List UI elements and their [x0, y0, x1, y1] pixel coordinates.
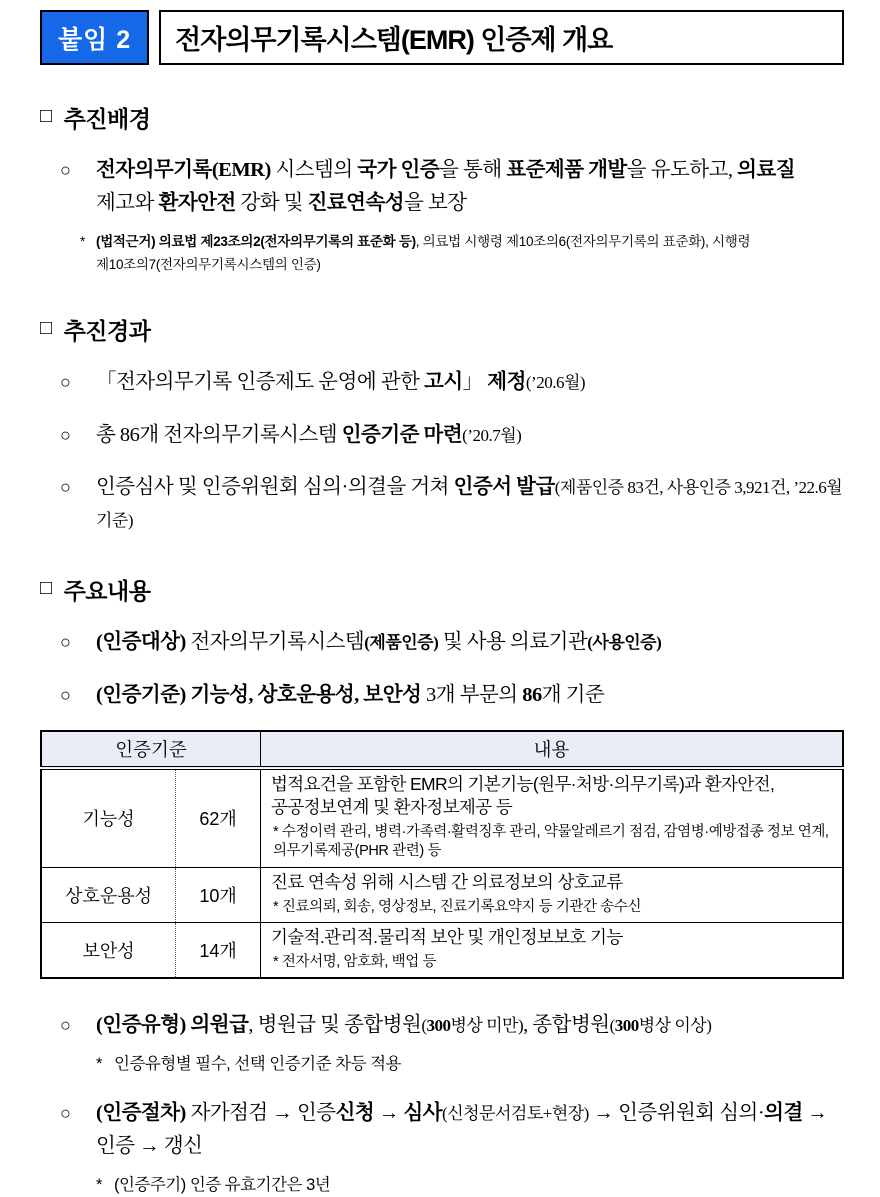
text-run: , 의료법 시행령 제10조의6(전자의무기록의 표준화), 시행령 제10조의7(전자의무기록시스템의 인증): [96, 233, 751, 273]
section-heading-progress: [40, 313, 844, 346]
subnote-text: 인증유형별 필수, 선택 인증기준 차등 적용: [114, 1055, 401, 1074]
table-row: [41, 768, 843, 868]
text-run: 고시: [424, 370, 463, 393]
criteria-note: * 수정이력 관리, 병력·가족력·활력징후 관리, 약물알레르기 점검, 감염병·예방접종 정보 연계, 의무기록제공(PHR 관련) 등: [273, 823, 829, 860]
text-run: 심사: [403, 1101, 443, 1124]
square-bullet-icon: □: [40, 316, 52, 339]
text-run: (: [609, 1016, 615, 1036]
criteria-count-cell: 62개: [176, 768, 261, 868]
text-run: 」: [462, 370, 488, 393]
text-run: 전자의무기록(EMR): [96, 159, 271, 181]
text-run: (법적근거) 의료법 제23조의2(전자의무기록의 표준화 등): [96, 233, 416, 249]
criteria-desc-cell: [261, 868, 844, 923]
text-run: 기능성, 상호운용성, 보안성: [185, 683, 422, 706]
circle-bullet-icon: ○: [60, 632, 71, 653]
bullet-text: [96, 1097, 844, 1163]
text-run: (제품인증 83건, 사용인증 3,921건, ’22.6월 기준): [96, 478, 843, 531]
text-run: 의료질: [737, 159, 796, 181]
certification-criteria-table: [40, 730, 844, 980]
legal-basis-footnote: [80, 230, 844, 277]
text-run: 시스템의: [270, 159, 358, 181]
text-run: 을 통해: [439, 159, 507, 181]
bullet-text: [96, 366, 844, 399]
text-run: 국가 인증: [357, 159, 440, 181]
circle-bullet-icon: ○: [60, 371, 71, 392]
section-heading-label: 주요내용: [63, 578, 151, 605]
text-run: (신청문서검토+현장): [442, 1103, 589, 1123]
criteria-name-cell: 상호운용성: [41, 868, 176, 923]
asterisk-marker: *: [96, 1175, 102, 1194]
bullet-text: [96, 154, 844, 220]
text-run: 병상 미만): [450, 1016, 524, 1036]
text-run: 을 보장: [404, 191, 467, 214]
criteria-description: 법적요건을 포함한 EMR의 기본기능(원무·처방·의무기록)과 환자안전, 공공정보연계 및 환자정보제공 등: [271, 773, 775, 818]
text-run: (제품인증): [364, 633, 439, 653]
footnote-text: [96, 230, 844, 277]
bullet-progress-1: [60, 366, 844, 399]
text-run: (: [421, 1016, 427, 1036]
text-run: 신청: [335, 1101, 375, 1124]
table-header-row: [41, 731, 843, 768]
attachment-badge: 붙임 2: [40, 10, 149, 65]
criteria-name-cell: 보안성: [41, 923, 176, 979]
asterisk-marker: *: [80, 233, 85, 249]
text-run: 인증심사 및 인증위원회 심의·의결을 거쳐: [96, 476, 454, 499]
criteria-count-cell: 14개: [176, 923, 261, 979]
square-bullet-icon: □: [40, 577, 52, 600]
text-run: 을 유도하고,: [626, 159, 738, 181]
col-header-criteria: 인증기준: [41, 731, 261, 768]
bullet-cert-types: [60, 1009, 844, 1042]
text-run: 3개 부문의: [421, 683, 523, 706]
text-run: 환자안전: [158, 191, 236, 214]
text-run: 개 기준: [541, 683, 605, 706]
subnote-text: (인증주기) 인증 유효기간은 3년: [114, 1175, 331, 1194]
text-run: , 병원급 및 종합병원: [248, 1014, 422, 1037]
bullet-text: [96, 419, 844, 452]
criteria-note: * 전자서명, 암호화, 백업 등: [273, 953, 437, 970]
text-run: →: [374, 1101, 404, 1124]
text-run: 표준제품 개발: [506, 159, 627, 181]
cert-cycle-note: [96, 1173, 844, 1197]
text-run: (인증기준): [96, 683, 186, 706]
text-run: (’20.7월): [462, 425, 522, 445]
criteria-description: 진료 연속성 위해 시스템 간 의료정보의 상호교류: [271, 872, 623, 892]
text-run: 제고와: [96, 191, 159, 214]
section-heading-background: [40, 101, 844, 134]
text-run: 병상 이상): [638, 1016, 712, 1036]
bullet-cert-criteria: [60, 679, 844, 712]
text-run: 총 86개 전자의무기록시스템: [96, 423, 342, 446]
text-run: , 종합병원: [523, 1014, 610, 1037]
text-run: 진료연속성: [307, 191, 405, 214]
text-run: 86: [522, 683, 542, 706]
text-run: (인증대상): [96, 631, 186, 654]
text-run: (’20.6월): [525, 372, 586, 392]
criteria-name-cell: 기능성: [41, 768, 176, 868]
criteria-note: * 진료의뢰, 회송, 영상정보, 진료기록요약지 등 기관간 송수신: [273, 898, 642, 915]
circle-bullet-icon: ○: [60, 684, 71, 705]
bullet-progress-2: [60, 419, 844, 452]
bullet-cert-target: [60, 626, 844, 659]
page-title: 전자의무기록시스템(EMR) 인증제 개요: [159, 10, 844, 65]
text-run: 300: [614, 1016, 639, 1036]
text-run: (사용인증): [587, 633, 662, 653]
bullet-text: [96, 471, 844, 537]
text-run: 의결: [764, 1101, 803, 1124]
criteria-desc-cell: [261, 923, 844, 979]
square-bullet-icon: □: [40, 105, 52, 127]
table-row: [41, 868, 843, 923]
text-run: 자가점검 → 인증: [185, 1101, 336, 1124]
text-run: → 인증위원회 심의·: [588, 1101, 765, 1124]
text-run: → 인증 → 갱신: [96, 1101, 828, 1157]
text-run: 강화 및: [235, 191, 308, 214]
bullet-text: [96, 626, 844, 659]
text-run: 및 사용 의료기관: [438, 631, 588, 654]
circle-bullet-icon: ○: [60, 160, 71, 180]
doc-header: [40, 10, 844, 65]
text-run: 전자의무기록시스템: [185, 631, 365, 654]
bullet-cert-process: [60, 1097, 844, 1163]
text-run: 300: [426, 1016, 451, 1036]
circle-bullet-icon: ○: [60, 1102, 71, 1123]
cert-types-note: [96, 1052, 844, 1077]
circle-bullet-icon: ○: [60, 1015, 71, 1036]
bullet-text: [96, 1009, 844, 1042]
section-heading-label: 추진경과: [63, 317, 151, 344]
text-run: (인증유형) 의원급: [96, 1014, 249, 1037]
circle-bullet-icon: ○: [60, 477, 71, 498]
circle-bullet-icon: ○: [60, 424, 71, 445]
text-run: 제정: [487, 370, 526, 393]
text-run: 인증서 발급: [453, 476, 555, 499]
criteria-description: 기술적.관리적.물리적 보안 및 개인정보보호 기능: [271, 927, 623, 948]
text-run: (인증절차): [96, 1101, 186, 1124]
text-run: 인증기준 마련: [341, 423, 463, 446]
table-row: [41, 923, 843, 979]
section-heading-main: [40, 573, 844, 606]
col-header-content: 내용: [261, 731, 844, 768]
section-heading-label: 추진배경: [63, 106, 151, 132]
bullet-text: [96, 679, 844, 712]
bullet-background-1: [60, 154, 844, 220]
criteria-count-cell: 10개: [176, 868, 261, 923]
criteria-desc-cell: [261, 768, 844, 868]
text-run: 「전자의무기록 인증제도 운영에 관한: [96, 370, 425, 393]
bullet-progress-3: [60, 471, 844, 537]
asterisk-marker: *: [96, 1055, 102, 1074]
